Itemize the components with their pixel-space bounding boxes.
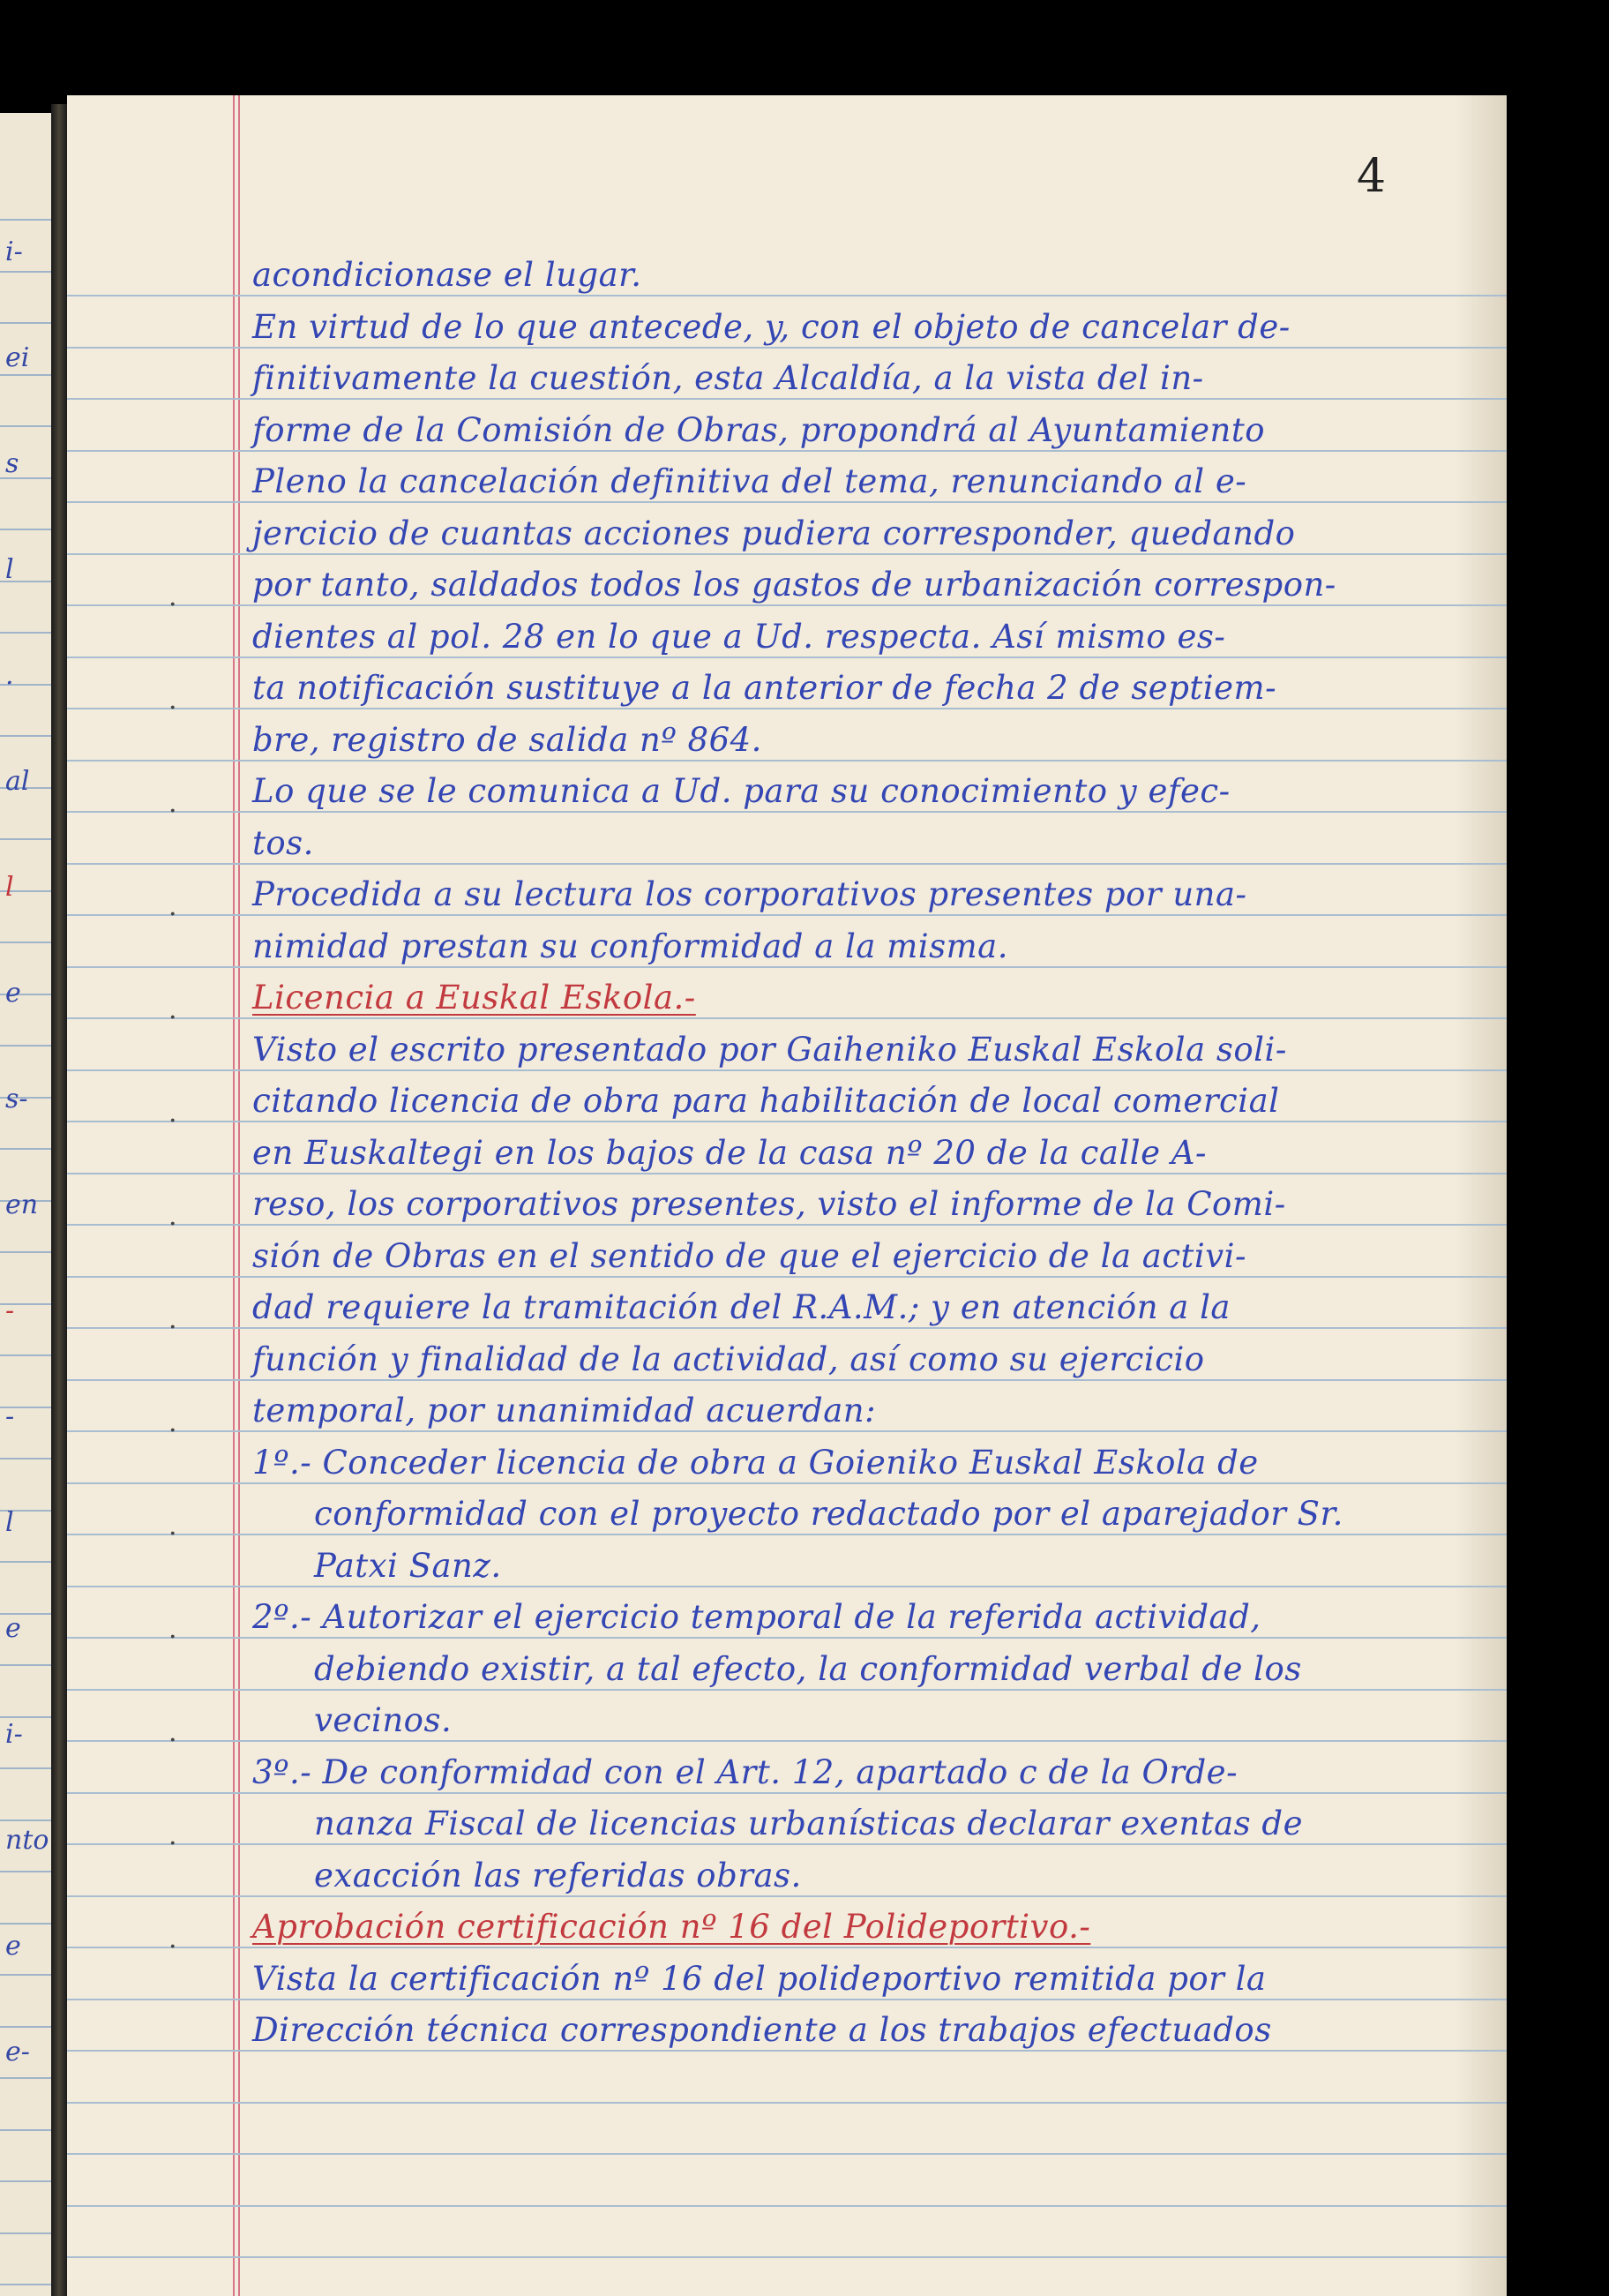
left-ruled-line [0,2232,51,2234]
ruled-line [67,811,1507,813]
handwritten-line: Lo que se le comunica a Ud. para su conocimiento y efec- [252,772,1231,810]
ruled-line [67,347,1507,349]
left-page-fragment: s [5,448,19,479]
margin-dot: . [168,1511,177,1542]
ruled-line [67,966,1507,968]
left-ruled-line [0,1664,51,1666]
left-ruled-line [0,374,51,376]
section-heading: Aprobación certificación nº 16 del Polideportivo.- [252,1908,1091,1946]
left-ruled-line [0,1045,51,1047]
left-ruled-line [0,1767,51,1769]
left-ruled-line [0,1561,51,1563]
ruled-line [67,1017,1507,1019]
handwritten-line: jercicio de cuantas acciones pudiera corresponder, quedando [252,514,1296,552]
left-page-fragment: . [5,660,14,691]
left-ruled-line [0,425,51,427]
left-ruled-line [0,1871,51,1872]
left-page-fragment: i- [5,236,23,267]
left-page-fragment: l [5,554,14,585]
left-ruled-line [0,2284,51,2285]
margin-dot: . [168,1717,177,1748]
left-page-fragment: - [5,1295,15,1326]
ruled-line [67,2153,1507,2155]
left-ruled-line [0,1923,51,1925]
ruled-line [67,501,1507,503]
handwritten-line: dad requiere la tramitación del R.A.M.; y en atención a la [252,1288,1231,1326]
left-ruled-line [0,1820,51,1821]
ruled-line [67,863,1507,865]
left-page-fragment: l [5,1507,14,1538]
ruled-line [67,1947,1507,1948]
left-page-fragment: ei [5,342,30,373]
left-ruled-line [0,2026,51,2028]
ruled-line [67,1637,1507,1639]
margin-dot: . [168,1820,177,1851]
left-ruled-line [0,2129,51,2131]
left-page-fragment: al [5,766,30,797]
ruled-line [67,1482,1507,1484]
ruled-line [67,1430,1507,1432]
margin-dot: . [168,1407,177,1438]
ruled-line [67,1224,1507,1226]
ruled-line [67,398,1507,400]
handwritten-line: 2º.- Autorizar el ejercicio temporal de la referida actividad, [252,1598,1261,1636]
ruled-line [67,1586,1507,1587]
page-edge-shadow [1454,95,1507,2296]
notebook-page [67,95,1507,2296]
left-page-fragment: - [5,1401,15,1432]
margin-dot: . [168,1304,177,1335]
ruled-line [67,708,1507,709]
handwritten-line: 3º.- De conformidad con el Art. 12, apartado c de la Orde- [252,1752,1239,1791]
ruled-line [67,1327,1507,1329]
handwritten-line: conformidad con el proyecto redactado por el aparejador Sr. [314,1495,1343,1533]
margin-line-left-double [238,95,240,2296]
handwritten-line: vecinos. [314,1701,453,1739]
handwritten-line: Vista la certificación nº 16 del polideportivo remitida por la [252,1959,1267,1998]
handwritten-line: Patxi Sanz. [314,1546,502,1585]
ruled-line [67,553,1507,555]
margin-dot: . [168,582,177,612]
left-page-fragment: e- [5,2037,30,2067]
left-ruled-line [0,1458,51,1459]
ruled-line [67,2102,1507,2104]
handwritten-line: Procedida a su lectura los corporativos presentes por una- [252,875,1247,913]
margin-dot: . [168,788,177,819]
left-ruled-line [0,1354,51,1356]
ruled-line [67,1276,1507,1278]
handwritten-line: Pleno la cancelación definitiva del tema, renunciando al e- [252,462,1247,500]
left-ruled-line [0,1974,51,1976]
handwritten-line: función y finalidad de la actividad, así como su ejercicio [252,1339,1205,1378]
left-page-fragment: e [5,978,21,1009]
margin-dot: . [168,1924,177,1955]
left-ruled-line [0,2077,51,2079]
ruled-line [67,914,1507,916]
margin-line-left [233,95,235,2296]
ruled-line [67,1895,1507,1897]
ruled-line [67,1173,1507,1174]
ruled-line [67,1534,1507,1535]
left-ruled-line [0,529,51,530]
left-page-fragment: en [5,1189,39,1220]
handwritten-line: finitivamente la cuestión, esta Alcaldía, a la vista del in- [252,359,1204,397]
handwritten-line: nimidad prestan su conformidad a la misma. [252,927,1009,965]
ruled-line [67,2256,1507,2258]
handwritten-line: Dirección técnica correspondiente a los trabajos efectuados [252,2011,1272,2049]
left-ruled-line [0,1148,51,1150]
handwritten-line: nanza Fiscal de licencias urbanísticas declarar exentas de [314,1805,1304,1842]
handwritten-line: citando licencia de obra para habilitación de local comercial [252,1082,1280,1120]
handwritten-line: exacción las referidas obras. [314,1856,802,1895]
left-ruled-line [0,838,51,840]
margin-dot: . [168,1098,177,1129]
left-ruled-line [0,219,51,221]
left-page-fragment: s- [5,1084,28,1114]
margin-dot: . [168,1614,177,1645]
left-ruled-line [0,322,51,324]
ruled-line [67,1069,1507,1071]
left-ruled-line [0,271,51,273]
left-page-fragment: l [5,872,14,903]
handwritten-line: debiendo existir, a tal efecto, la conformidad verbal de los [314,1649,1302,1688]
left-page-fragment: e [5,1613,21,1644]
left-page-edge [0,113,51,2296]
ruled-line [67,2050,1507,2052]
left-ruled-line [0,735,51,737]
ruled-line [67,450,1507,452]
left-page-fragment: nto [5,1825,49,1856]
handwritten-line: tos. [252,823,314,862]
ruled-line [67,760,1507,762]
book-gutter [51,104,67,2296]
margin-dot: . [168,891,177,922]
left-page-fragment: i- [5,1719,23,1750]
handwritten-line: bre, registro de salida nº 864. [252,720,762,759]
ruled-line [67,295,1507,296]
ruled-line [67,604,1507,606]
page-number: 4 [1357,150,1387,203]
ruled-line [67,1379,1507,1381]
handwritten-line: por tanto, saldados todos los gastos de urbanización correspon- [252,566,1336,604]
ruled-line [67,1121,1507,1122]
ruled-line [67,1792,1507,1794]
handwritten-line: temporal, por unanimidad acuerdan: [252,1392,877,1429]
handwritten-line: forme de la Comisión de Obras, propondrá al Ayuntamiento [252,410,1265,449]
left-ruled-line [0,2180,51,2182]
handwritten-line: dientes al pol. 28 en lo que a Ud. respecta. Así mismo es- [252,617,1226,656]
ruled-line [67,1843,1507,1845]
ruled-line [67,657,1507,658]
margin-dot: . [168,994,177,1025]
handwritten-line: 1º.- Conceder licencia de obra a Goieniko Euskal Eskola de [252,1443,1259,1482]
ruled-line [67,2205,1507,2207]
ruled-line [67,1999,1507,2000]
handwritten-line: Visto el escrito presentado por Gaiheniko Euskal Eskola soli- [252,1030,1287,1069]
left-ruled-line [0,1716,51,1718]
ruled-line [67,1740,1507,1742]
margin-dot: . [168,1201,177,1232]
handwritten-line: En virtud de lo que antecede, y, con el objeto de cancelar de- [252,307,1291,346]
section-heading: Licencia a Euskal Eskola.- [252,979,696,1017]
handwritten-line: acondicionase el lugar. [252,256,642,294]
handwritten-line: ta notificación sustituye a la anterior de fecha 2 de septiem- [252,669,1277,707]
handwritten-line: en Euskaltegi en los bajos de la casa nº 20 de la calle A- [252,1133,1208,1172]
margin-dot: . [168,685,177,716]
handwritten-line: reso, los corporativos presentes, visto el informe de la Comi- [252,1185,1286,1223]
left-ruled-line [0,632,51,634]
left-ruled-line [0,1251,51,1253]
left-ruled-line [0,942,51,943]
handwritten-line: sión de Obras en el sentido de que el ejercicio de la activi- [252,1236,1246,1275]
ruled-line [67,1689,1507,1691]
left-page-fragment: e [5,1931,21,1962]
